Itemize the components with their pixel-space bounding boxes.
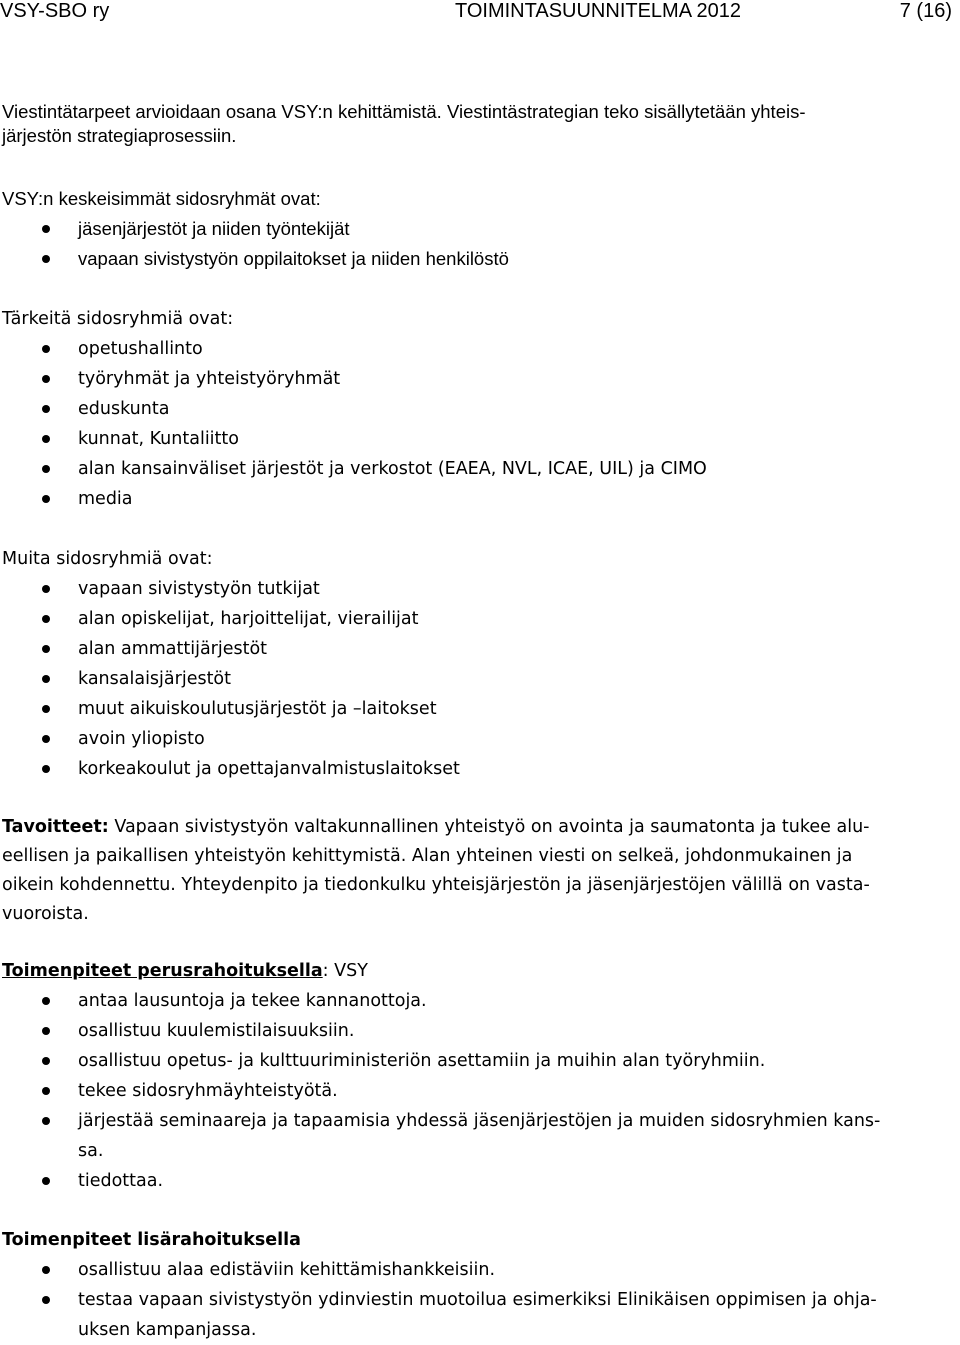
bullet-icon [42,1266,50,1274]
list-item: kansalaisjärjestöt [2,664,460,694]
list-item: osallistuu opetus- ja kulttuuriministeriön asettamiin ja muihin alan työryhmiin. [2,1046,880,1076]
list-item: alan kansainväliset järjestöt ja verkostot (EAEA, NVL, ICAE, UIL) ja CIMO [2,454,707,484]
header-page-number: 7 (16) [899,0,952,22]
bullet-icon [42,1117,50,1125]
basic-funding-list [2,986,880,1196]
important-groups-section [2,304,707,514]
intro-paragraph [2,97,806,151]
other-groups-list [2,574,460,784]
extra-funding-heading [2,1225,877,1255]
bullet-icon [42,585,50,593]
list-item: osallistuu alaa edistäviin kehittämishankkeisiin. [2,1255,877,1285]
bullet-icon [42,1087,50,1095]
bullet-icon [42,345,50,353]
basic-funding-heading: Toimenpiteet perusrahoituksella: VSY [2,961,368,981]
goals-line: vuoroista. [2,904,89,924]
other-groups-title: Muita sidosryhmiä ovat: [2,549,213,569]
bullet-icon [42,675,50,683]
basic-funding-section [2,956,880,1196]
key-groups-section [2,184,509,274]
extra-funding-section [2,1225,877,1345]
list-item: alan opiskelijat, harjoittelijat, vierailijat [2,604,460,634]
bullet-icon [42,1027,50,1035]
page-header [0,0,960,40]
intro-line: Viestintätarpeet arvioidaan osana VSY:n kehittämistä. Viestintästrategian teko sisällytetään yhteis- [2,101,806,122]
key-groups-list [2,214,509,274]
list-item: muut aikuiskoulutusjärjestöt ja –laitokset [2,694,460,724]
important-groups-list [2,334,707,514]
goals-label: Tavoitteet: [2,817,109,837]
bullet-icon [42,1296,50,1304]
list-item: tiedottaa. [2,1166,880,1196]
bullet-icon [42,997,50,1005]
list-item: avoin yliopisto [2,724,460,754]
extra-funding-list [2,1255,877,1345]
list-item: vapaan sivistystyön oppilaitokset ja niiden henkilöstö [2,244,509,274]
list-item: järjestää seminaareja ja tapaamisia yhdessä jäsenjärjestöjen ja muiden sidosryhmien kans- [2,1106,880,1136]
list-item: alan ammattijärjestöt [2,634,460,664]
list-item-continuation: uksen kampanjassa. [78,1320,257,1340]
other-groups-section [2,544,460,784]
list-item: eduskunta [2,394,707,424]
list-item: jäsenjärjestöt ja niiden työntekijät [2,214,509,244]
bullet-icon [42,705,50,713]
goals-line: oikein kohdennettu. Yhteydenpito ja tiedonkulku yhteisjärjestön ja jäsenjärjestöjen välillä on vasta- [2,875,870,895]
bullet-icon [42,1177,50,1185]
list-item: opetushallinto [2,334,707,364]
goals-line: eellisen ja paikallisen yhteistyön kehittymistä. Alan yhteinen viesti on selkeä, johdonmukainen ja [2,846,853,866]
bullet-icon [42,375,50,383]
bullet-icon [42,615,50,623]
key-groups-title: VSY:n keskeisimmät sidosryhmät ovat: [2,188,321,209]
bullet-icon [42,255,50,263]
bullet-icon [42,765,50,773]
list-item-continuation: sa. [78,1141,104,1161]
extra-funding-label: Toimenpiteet lisärahoituksella [2,1230,301,1250]
goals-paragraph [2,813,870,929]
list-item: työryhmät ja yhteistyöryhmät [2,364,707,394]
header-organization: VSY-SBO ry [0,0,110,22]
bullet-icon [42,1057,50,1065]
list-item: vapaan sivistystyön tutkijat [2,574,460,604]
header-document-title: TOIMINTASUUNNITELMA 2012 [455,0,741,22]
list-item: antaa lausuntoja ja tekee kannanottoja. [2,986,880,1016]
bullet-icon [42,225,50,233]
list-item: tekee sidosryhmäyhteistyötä. [2,1076,880,1106]
bullet-icon [42,435,50,443]
list-item: testaa vapaan sivistystyön ydinviestin muotoilua esimerkiksi Elinikäisen oppimisen ja ohja- [2,1285,877,1315]
list-item: osallistuu kuulemistilaisuuksiin. [2,1016,880,1046]
bullet-icon [42,735,50,743]
bullet-icon [42,495,50,503]
basic-funding-label: Toimenpiteet perusrahoituksella [2,961,323,981]
intro-line: järjestön strategiaprosessiin. [2,125,237,146]
list-item: kunnat, Kuntaliitto [2,424,707,454]
bullet-icon [42,405,50,413]
goals-line: Tavoitteet: Vapaan sivistystyön valtakunnallinen yhteistyö on avointa ja saumatonta ja tukee alu- [2,817,870,837]
bullet-icon [42,465,50,473]
important-groups-title: Tärkeitä sidosryhmiä ovat: [2,309,234,329]
list-item: media [2,484,707,514]
list-item: korkeakoulut ja opettajanvalmistuslaitokset [2,754,460,784]
bullet-icon [42,645,50,653]
